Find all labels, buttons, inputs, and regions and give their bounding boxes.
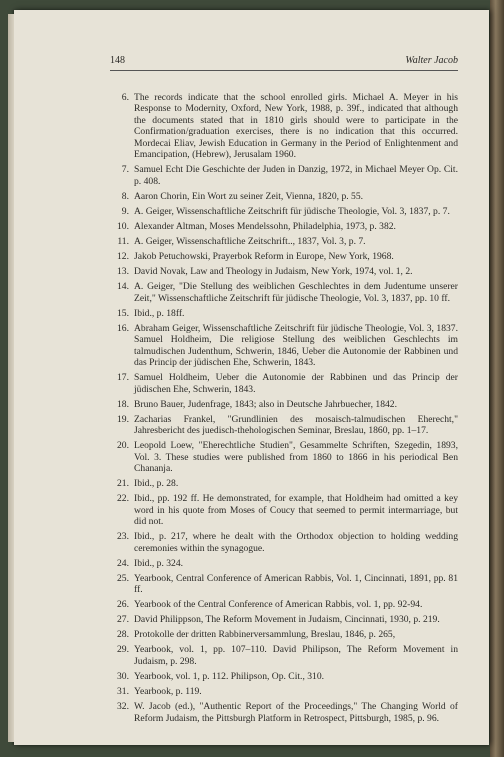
endnote-text: Aaron Chorin, Ein Wort zu seiner Zeit, Vienna, 1820, p. 55.: [134, 190, 364, 202]
endnote-number: 20.: [117, 440, 129, 452]
endnote-number: 26.: [117, 599, 129, 611]
endnote-text: Ibid., pp. 192 ff. He demonstrated, for example, that Holdheim had omitted a key word in his quote from Moses of Coucy that seemed to permit intermarriage, but did not.: [134, 493, 458, 527]
endnote-number: 32.: [117, 701, 129, 713]
endnote-number: 12.: [117, 251, 129, 262]
endnote-text: Ibid., p. 324.: [134, 557, 184, 569]
endnote-text: Ibid., p. 217, where he dealt with the Orthodox objection to holding wedding ceremonies within the synagogue.: [134, 531, 458, 554]
book-spine: [490, 0, 504, 757]
endnote: [110, 164, 458, 187]
header-rule: [110, 70, 458, 71]
endnote: [110, 92, 458, 160]
endnote: [110, 308, 458, 319]
endnote-text: Jakob Petuchowski, Prayerbok Reform in Europe, New York, 1968.: [134, 251, 394, 262]
endnote-number: 27.: [117, 614, 129, 626]
endnote-text: Samuel Echt Die Geschichte der Juden in Danzig, 1972, in Michael Meyer Op. Cit. p. 408.: [134, 164, 458, 187]
endnote-number: 9.: [121, 205, 129, 217]
endnote-number: 28.: [117, 629, 129, 641]
endnote-text: Abraham Geiger, Wissenschaftliche Zeitschrift für jüdische Theologie, Vol. 3, 1837. Samuel Holdheim, Die religiose Stellung des weiblichen Geschlechts im talmudischen Judenthum, Schwerin, 1846, Ueber die Autonomie der Rabbinen und das Princip der jüdischen Ehe, Schwerin, 1843.: [134, 322, 458, 368]
endnote-number: 25.: [117, 572, 129, 584]
endnote-number: 15.: [117, 307, 129, 319]
endnote-text: Yearbook, Central Conference of American Rabbis, Vol. 1, Cincinnati, 1891, pp. 81 ff.: [134, 572, 458, 596]
running-header: [110, 55, 458, 71]
endnote-number: 10.: [117, 220, 129, 232]
endnote-text: Samuel Holdheim, Ueber die Autonomie der Rabbinen und das Princip der jüdischen Ehe, Schwerin, 1843.: [134, 372, 458, 395]
page-number: 148: [110, 55, 125, 66]
endnote: [110, 440, 458, 474]
endnote-number: 8.: [121, 190, 129, 202]
endnote-number: 21.: [117, 478, 129, 490]
endnote-number: 23.: [117, 531, 129, 543]
endnote: [110, 629, 458, 640]
endnote-number: 19.: [117, 413, 129, 425]
endnote-text: Yearbook of the Central Conference of American Rabbis, vol. 1, pp. 92-94.: [134, 599, 423, 611]
endnote-number: 30.: [117, 670, 129, 682]
endnote-text: Alexander Altman, Moses Mendelssohn, Philadelphia, 1973, p. 382.: [134, 220, 396, 232]
endnote: [110, 251, 458, 262]
endnote: [110, 701, 458, 724]
endnote: [110, 599, 458, 610]
endnote-text: Ibid., p. 28.: [134, 478, 179, 490]
endnote-number: 14.: [117, 281, 129, 293]
endnote-number: 11.: [117, 235, 129, 247]
endnote: [110, 558, 458, 569]
endnote-number: 24.: [117, 557, 129, 569]
endnote-text: David Philippson, The Reform Movement in Judaism, Cincinnati, 1930, p. 219.: [134, 614, 440, 626]
endnote: [110, 478, 458, 489]
endnote: [110, 281, 458, 304]
endnote-text: Zacharias Frankel, "Grundlinien des mosaisch-talmudischen Eherecht," Jahresbericht des juedisch-thehologischen Seminar, Breslau, 1860, pp. 1–17.: [134, 413, 458, 437]
endnote: [110, 221, 458, 232]
endnote: [110, 323, 458, 369]
endnote: [110, 191, 458, 202]
endnote-text: Ibid., p. 18ff.: [134, 307, 185, 319]
endnote-number: 17.: [117, 372, 129, 384]
endnote-text: Yearbook, p. 119.: [134, 686, 202, 698]
endnote: [110, 573, 458, 596]
endnote-number: 7.: [121, 164, 129, 176]
endnote-text: Yearbook, vol. 1, p. 112. Philipson, Op. Cit., 310.: [134, 670, 325, 682]
endnote-number: 16.: [117, 322, 129, 334]
endnote: [110, 206, 458, 217]
endnote: [110, 671, 458, 682]
endnote: [110, 266, 458, 277]
endnote-text: Protokolle der dritten Rabbinerversammlung, Breslau, 1846, p. 265,: [134, 629, 396, 641]
endnote-text: W. Jacob (ed.), "Authentic Report of the Proceedings," The Changing World of Reform Judaism, the Pittsburgh Platform in Retrospect, Pittsburgh, 1985, p. 96.: [134, 701, 458, 724]
endnote-text: Leopold Loew, "Eherechtliche Studien", Gesammelte Schriften, Szegedin, 1893, Vol. 3. These studies were published from 1860 to 1866 in his periodical Ben Chananja.: [134, 440, 458, 474]
endnote: [110, 686, 458, 697]
endnote: [110, 531, 458, 554]
endnotes-list: [110, 92, 458, 728]
endnote: [110, 614, 458, 625]
endnote-number: 22.: [117, 493, 129, 505]
endnote: [110, 493, 458, 527]
running-title: Walter Jacob: [405, 55, 458, 66]
endnote-text: Yearbook, vol. 1, pp. 107–110. David Philipson, The Reform Movement in Judaism, p. 298.: [134, 644, 458, 667]
endnote: [110, 236, 458, 247]
endnote-number: 31.: [117, 686, 129, 698]
endnote-number: 18.: [117, 398, 129, 410]
endnote: [110, 644, 458, 667]
endnote: [110, 414, 458, 437]
endnote-text: The records indicate that the school enrolled girls. Michael A. Meyer in his Response to Modernity, Oxford, New York, 1988, p. 39f., indicated that although the documents stated that in 1810 girls should were to participate in the Confirmation/graduation exercises, there is no indication that this occurred. Mordecai Eliav, Jewish Education in Germany in the Period of Enlightenment and Emancipation, (Hebrew), Jerusalam 1960.: [134, 92, 458, 161]
endnote-number: 6.: [121, 92, 129, 103]
endnote-text: Bruno Bauer, Judenfrage, 1843; also in Deutsche Jahrbuecher, 1842.: [134, 398, 397, 410]
endnote-text: A. Geiger, "Die Stellung des weiblichen Geschlechtes in dem Judentume unserer Zeit," Wissenschaftliche Zeitschrift für jüdische Theologie, Vol. 3, 1837, pp. 10 ff.: [134, 281, 458, 304]
endnote: [110, 399, 458, 410]
endnote-text: A. Geiger, Wissenschaftliche Zeitschrift für jüdische Theologie, Vol. 3, 1837, p. 7.: [134, 205, 450, 217]
endnote-number: 29.: [117, 644, 129, 656]
endnote-text: A. Geiger, Wissenschaftliche Zeitschrift.., 1837, Vol. 3, p. 7.: [134, 235, 366, 247]
endnote-number: 13.: [117, 266, 129, 278]
endnote: [110, 372, 458, 395]
endnote-text: David Novak, Law and Theology in Judaism, New York, 1974, vol. 1, 2.: [134, 266, 413, 278]
page-edge: [8, 14, 14, 742]
